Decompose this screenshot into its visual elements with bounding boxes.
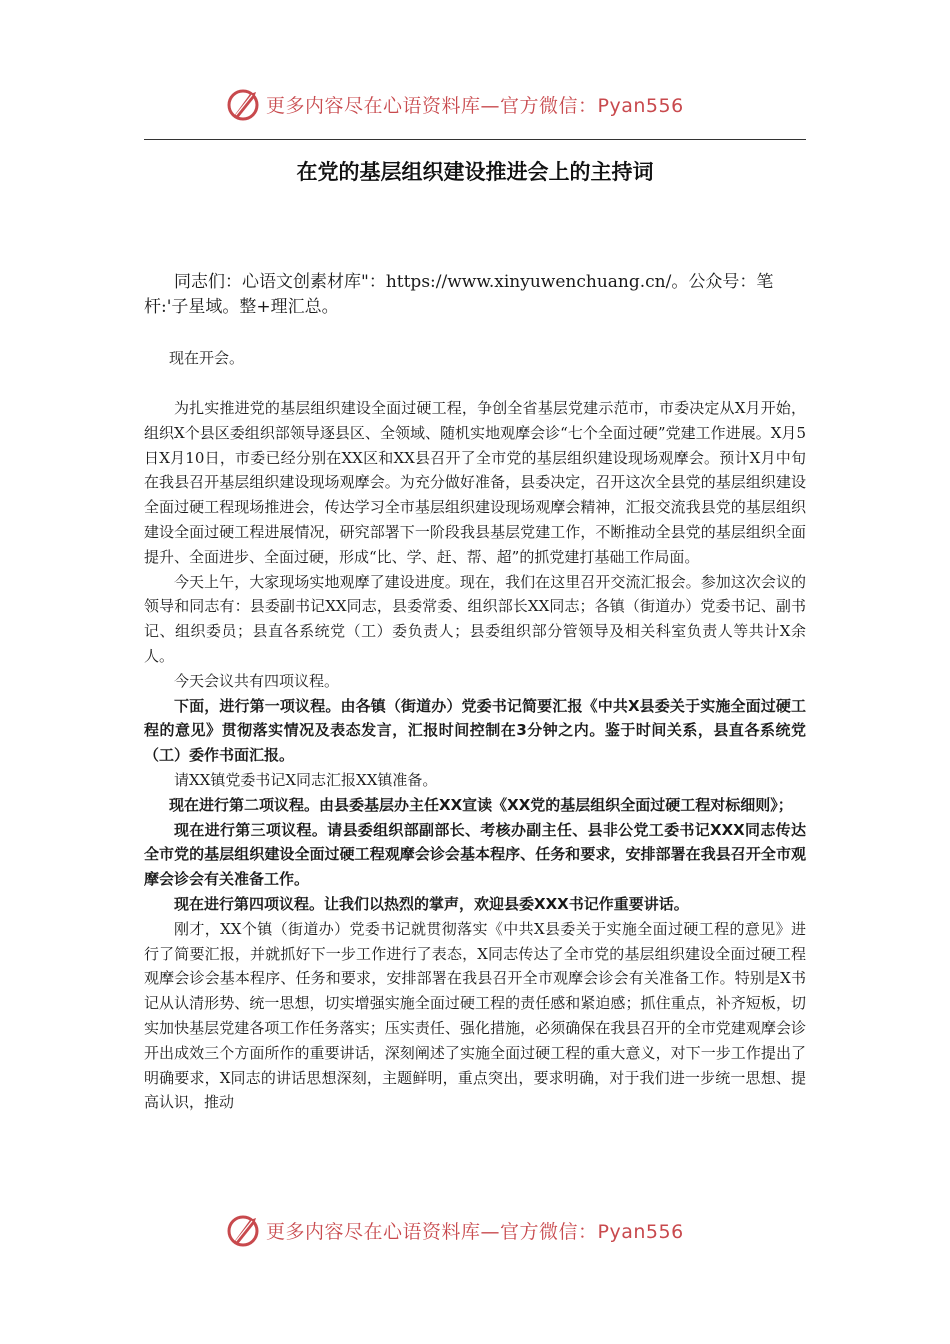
banner-text: 更多内容尽在心语资料库—官方微信：Pyan556 (266, 1220, 684, 1243)
document-title: 在党的基层组织建设推进会上的主持词 (296, 160, 654, 184)
body-paragraph: 刚才，XX个镇（街道办）党委书记就贯彻落实《中共X县委关于实施全面过硬工程的意见》进行了简要汇报，并就抓好下一步工作进行了表态，X同志传达了全市党的基层组织建设全面过硬工程观摩会诊会基本程序、任务和要求，安排部署在我县召开全市观摩会诊会有关准备工作。特别是X书记从认清形势、统一思想，切实增强实施全面过硬工程的责任感和紧迫感；抓住重点，补齐短板，切实加快基层党建各项工作任务落实；压实责任、强化措施，必须确保在我县召开的全市党建观摩会诊开出成效三个方面所作的重要讲话，深刻阐述了实施全面过硬工程的重大意义，对下一步工作提出了明确要求，X同志的讲话思想深刻，主题鲜明，重点突出，要求明确，对于我们进一步统一思想、提高认识，推动 (144, 919, 806, 1112)
body-paragraph: 今天上午，大家现场实地观摩了建设进度。现在，我们在这里召开交流汇报会。参加这次会议的领导和同志有：县委副书记XX同志，县委常委、组织部长XX同志；各镇（街道办）党委书记、副书记、组织委员；县直各系统党（工）委负责人；县委组织部分管领导及相关科室负责人等共计X余人。 (144, 572, 806, 665)
body-paragraph: 今天会议共有四项议程。 (174, 671, 340, 690)
opening-line: 现在开会。 (169, 349, 245, 367)
header-banner (226, 84, 684, 124)
agenda-item-three: 现在进行第三项议程。请县委组织部副部长、考核办副主任、县非公党工委书记XXX同志传达全市党的基层组织建设全面过硬工程观摩会诊会基本程序、任务和要求，安排部署在我县召开全市观摩会诊会有关准备工作。 (144, 820, 806, 889)
footer-banner (226, 1210, 684, 1250)
pen-logo-icon (226, 1212, 262, 1248)
banner-text: 更多内容尽在心语资料库—官方微信：Pyan556 (266, 94, 684, 117)
body-paragraph: 为扎实推进党的基层组织建设全面过硬工程，争创全省基层党建示范市，市委决定从X月开始，组织X个县区委组织部领导逐县区、全领域、随机实地观摩会诊“七个全面过硬”党建工作进展。X月5日X月10日，市委已经分别在XX区和XX县召开了全市党的基层组织建设现场观摩会。预计X月中旬在我县召开基层组织建设现场观摩会。为充分做好准备，县委决定，召开这次全县党的基层组织建设全面过硬工程现场推进会，传达学习全市基层组织建设现场观摩会精神，汇报交流我县党的基层组织建设全面过硬工程进展情况，研究部署下一阶段我县基层党建工作，不断推动全县党的基层组织全面提升、全面进步、全面过硬，形成“比、学、赶、帮、超”的抓党建打基础工作局面。 (144, 399, 806, 566)
agenda-item-two: 现在进行第二项议程。由县委基层办主任XX宣读《XX党的基层组织全面过硬工程对标细则》； (169, 795, 793, 814)
intro-paragraph: 同志们：心语文创素材库"：https://www.xinyuwenchuang.cn/。公众号：笔杆:'子星域。整+理汇总。 (144, 272, 774, 317)
pen-logo-icon (226, 86, 262, 122)
header-divider (144, 139, 806, 140)
body-paragraph: 请XX镇党委书记X同志汇报XX镇准备。 (174, 770, 438, 789)
document-body (144, 396, 806, 1115)
agenda-item-four: 现在进行第四项议程。让我们以热烈的掌声，欢迎县委XXX书记作重要讲话。 (174, 894, 689, 913)
agenda-item-one: 下面，进行第一项议程。由各镇（街道办）党委书记简要汇报《中共X县委关于实施全面过硬工程的意见》贯彻落实情况及表态发言，汇报时间控制在3分钟之内。鉴于时间关系，县直各系统党（工）委作书面汇报。 (144, 696, 806, 765)
